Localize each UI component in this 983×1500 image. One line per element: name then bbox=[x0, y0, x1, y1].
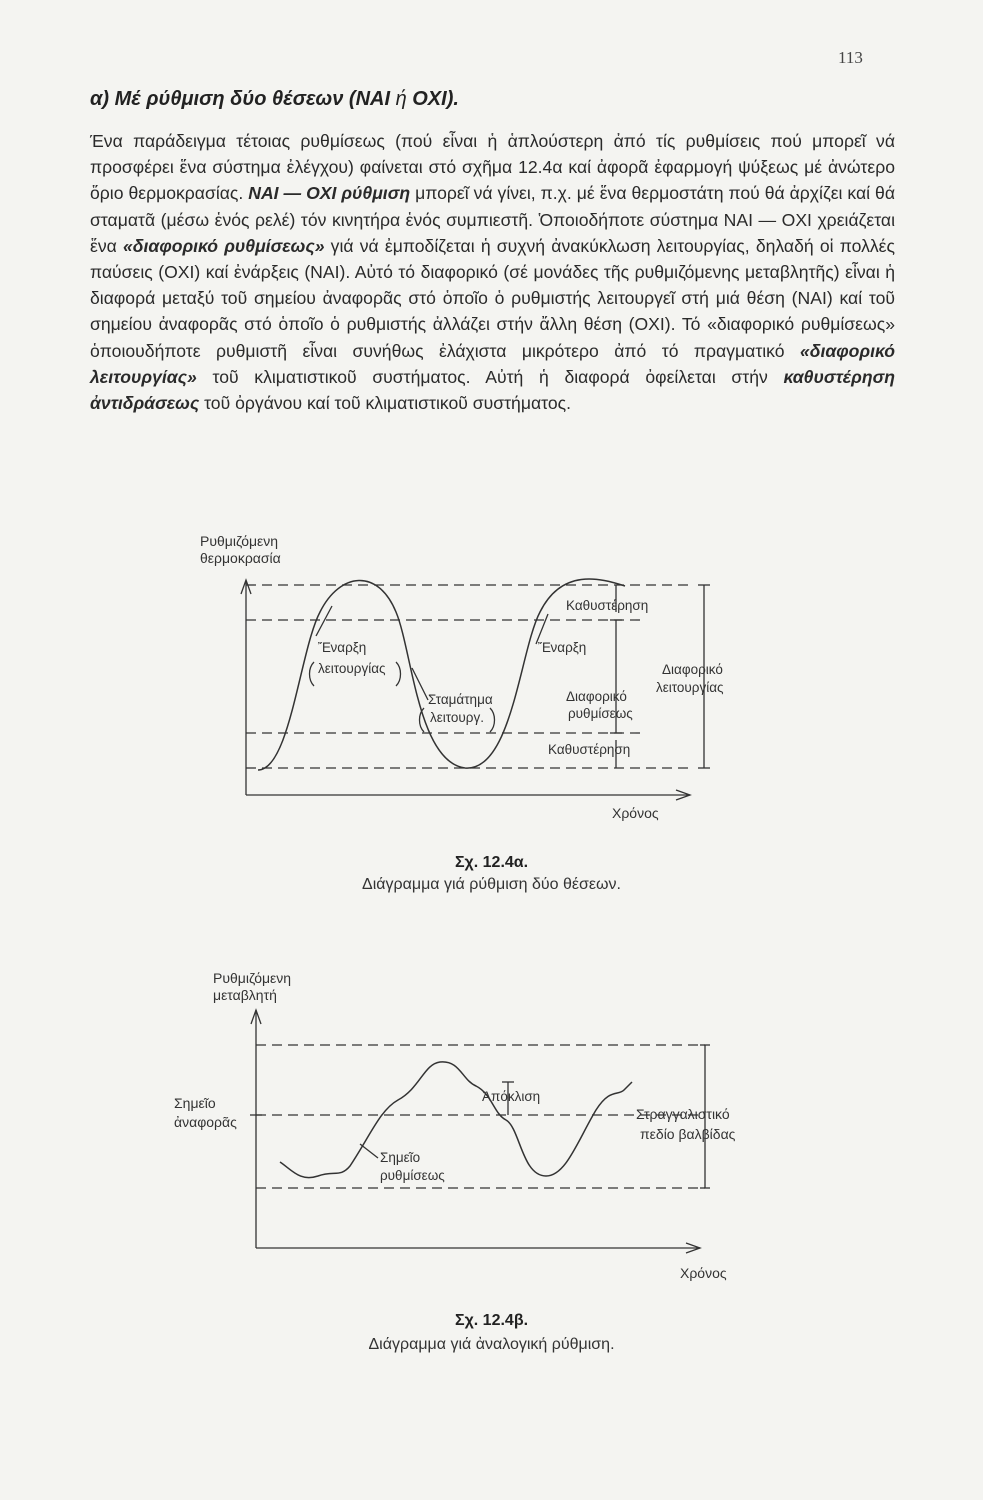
emphasis-reaction-delay: καθυστέρηση ἀντιδράσεως bbox=[90, 366, 895, 414]
fig-a-op-diff-a: Διαφορικό bbox=[662, 662, 723, 677]
fig-b-set-point-b: ρυθμίσεως bbox=[380, 1168, 445, 1183]
fig-a-x-label: Χρόνος bbox=[612, 805, 659, 821]
fig-a-op-diff-b: λειτουργίας bbox=[656, 680, 724, 695]
fig-a-stop-label-a: Σταμάτημα bbox=[428, 692, 493, 707]
stop-bracket bbox=[420, 708, 425, 732]
fig-a-start-label-a: Ἔναρξη bbox=[318, 640, 367, 655]
fig-a-stop-label-b: λειτουργ. bbox=[430, 710, 484, 725]
fig-a-setting-diff-a: Διαφορικό bbox=[566, 689, 627, 704]
stop-bracket bbox=[490, 708, 495, 732]
fig-a-y-label-1: Ρυθμιζόμενη bbox=[200, 533, 279, 549]
emphasis-on-off-control: ΝΑΙ — ΟΧΙ ρύθμιση bbox=[248, 183, 411, 204]
emphasis-setting-differential: «διαφορικό ρυθμίσεως» bbox=[123, 235, 325, 256]
figure-a-caption-text: Διάγραμμα γιά ρύθμιση δύο θέσεων. bbox=[362, 876, 621, 893]
fig-a-start-2-label: Ἔναρξη bbox=[538, 640, 587, 655]
start-1-bracket bbox=[396, 662, 401, 686]
pointer-set-point bbox=[360, 1144, 378, 1158]
fig-b-ref-point-b: ἀναφορᾶς bbox=[174, 1114, 237, 1130]
fig-a-start-label-b: λειτουργίας bbox=[318, 661, 386, 676]
fig-b-throttling-b: πεδίο βαλβίδας bbox=[640, 1126, 736, 1142]
emphasis-operating-differential: «διαφορικό λειτουργίας» bbox=[90, 340, 895, 387]
section-label: α) bbox=[90, 88, 110, 110]
paragraph-text: γιά νά ἐμποδίζεται ἡ συχνή ἀνακύκλωση λειτουργίας, δηλαδή οἱ πολλές παύσεις (ΟΧΙ) καί ἐνάρξεις (ΝΑΙ). Αὐτό τό διαφορικό (σέ μονάδες τῆς ρυθμιζόμενης μεταβλητῆς) εἶναι ἡ διαφορά μεταξύ τοῦ σημείου ἀναφορᾶς στό ὁποῖο ὁ ρυθμιστής λειτουργεῖ στή μιά θέση (ΝΑΙ) καί τοῦ σημείου ἀναφορᾶς στό ὁποῖο ὁ ρυθμιστής ἀλλάζει στήν ἄλλη θέση (ΟΧΙ). Τό «διαφορικό ρυθμίσεως» ὁποιουδήποτε ρυθμιστῆ εἶναι συνήθως ἐλάχιστα μικρότερο ἀπό τό πραγματικό bbox=[90, 235, 895, 361]
fig-b-y-label-2: μεταβλητή bbox=[213, 987, 277, 1003]
paragraph-text: Ένα παράδειγμα τέτοιας ρυθμίσεως (πού εἶναι ἡ ἁπλούστερη ἀπό τίς ρυθμίσεις πού μπορεῖ νά προσφέρει ἕνα σύστημα ἐλέγχου) φαίνεται στό σχῆμα 12.4α καί ἀφορᾶ ἐφαρμογή ψύξεως μέ ἀνώτερο ὅριο θερμοκρασίας. bbox=[90, 131, 895, 204]
section-title-post: ΟΧΙ). bbox=[412, 88, 459, 110]
fig-b-set-point-a: Σημεῖο bbox=[380, 1150, 421, 1165]
fig-b-throttling-a: Στραγγαλιστικό bbox=[636, 1106, 730, 1122]
figure-a-labels bbox=[200, 533, 724, 821]
paragraph-text: τοῦ κλιματιστικοῦ συστήματος. Αὐτή ἡ διαφορά ὀφείλεται στήν bbox=[196, 366, 784, 387]
fig-a-setting-diff-b: ρυθμίσεως bbox=[568, 706, 633, 721]
figure-a-caption-number: Σχ. 12.4α. bbox=[454, 854, 529, 871]
paragraph-text: τοῦ ὀργάνου καί τοῦ κλιματιστικοῦ συστήματος. bbox=[199, 393, 571, 414]
figure-b-caption-number: Σχ. 12.4β. bbox=[454, 1312, 529, 1329]
fig-a-y-label-2: θερμοκρασία bbox=[200, 550, 281, 566]
paragraph-text: μπορεῖ νά γίνει, π.χ. μέ ἕνα θερμοστάτη πού θά ἀρχίζει καί θά σταματᾶ (μέσω ἑνός ρελέ) τόν κινητήρα ἑνός συμπιεστῆ. Ὁποιοδήποτε σύστημα ΝΑΙ — ΟΧΙ χρειάζεται ἕνα bbox=[90, 183, 895, 256]
page-number: 113 bbox=[838, 48, 863, 67]
fig-b-deviation: Ἀπόκλιση bbox=[482, 1089, 541, 1104]
fig-b-x-label: Χρόνος bbox=[680, 1265, 727, 1281]
fig-b-ref-point-a: Σημεῖο bbox=[174, 1095, 216, 1111]
pointer-start-1 bbox=[316, 606, 332, 636]
controlled-variable-curve bbox=[280, 1062, 632, 1178]
figure-b-caption-text: Διάγραμμα γιά ἀναλογική ρύθμιση. bbox=[368, 1336, 615, 1353]
fig-a-delay-top: Καθυστέρηση bbox=[566, 598, 649, 613]
start-1-bracket bbox=[310, 662, 315, 686]
section-title-pre: Μέ ρύθμιση δύο θέσεων (ΝΑΙ bbox=[114, 88, 391, 110]
fig-b-y-label-1: Ρυθμιζόμενη bbox=[213, 970, 292, 986]
section-title-or: ή bbox=[395, 88, 407, 110]
fig-a-delay-bottom: Καθυστέρηση bbox=[548, 742, 631, 757]
